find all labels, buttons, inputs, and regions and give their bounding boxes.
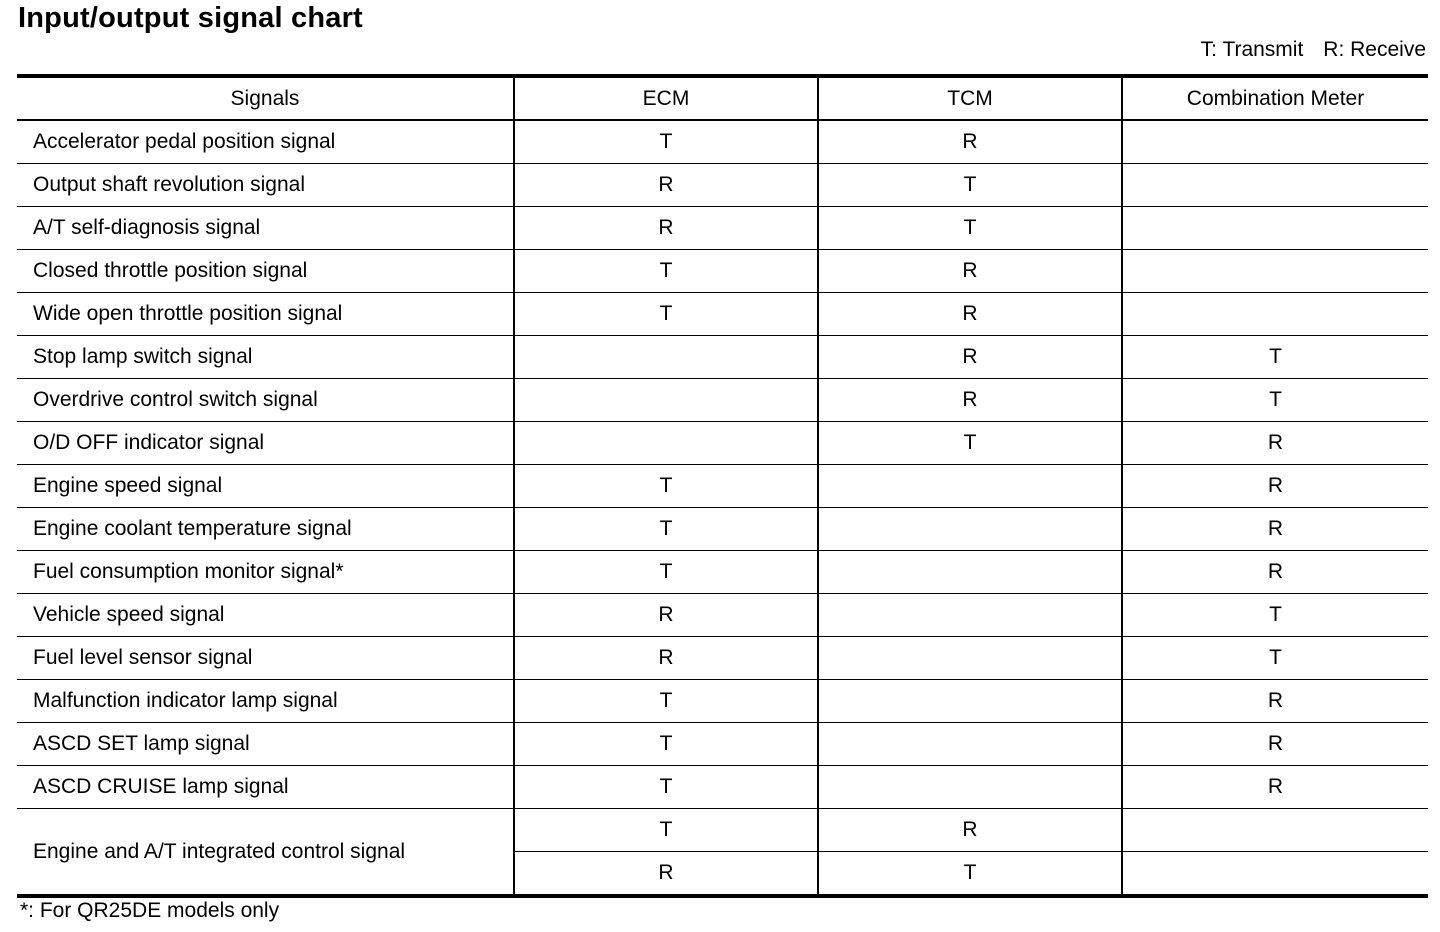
signal-name: Closed throttle position signal bbox=[17, 250, 514, 293]
ecm-cell bbox=[514, 336, 818, 379]
signal-name: Accelerator pedal position signal bbox=[17, 120, 514, 164]
signal-name: Engine speed signal bbox=[17, 465, 514, 508]
legend-transmit: T: Transmit bbox=[1200, 38, 1304, 61]
table-row bbox=[17, 680, 1428, 723]
signal-name: Stop lamp switch signal bbox=[17, 336, 514, 379]
combination-meter-cell: R bbox=[1122, 680, 1428, 723]
integrated-ecm-2: R bbox=[514, 852, 818, 897]
tcm-cell: R bbox=[818, 379, 1122, 422]
signal-name: O/D OFF indicator signal bbox=[17, 422, 514, 465]
header-ecm: ECM bbox=[514, 76, 818, 120]
tcm-cell: R bbox=[818, 250, 1122, 293]
ecm-cell: T bbox=[514, 723, 818, 766]
signal-name: A/T self-diagnosis signal bbox=[17, 207, 514, 250]
combination-meter-cell bbox=[1122, 120, 1428, 164]
tcm-cell: R bbox=[818, 293, 1122, 336]
tcm-cell bbox=[818, 680, 1122, 723]
integrated-meter-1 bbox=[1122, 809, 1428, 852]
legend-receive: R: Receive bbox=[1323, 38, 1426, 61]
tcm-cell bbox=[818, 594, 1122, 637]
signal-name: ASCD SET lamp signal bbox=[17, 723, 514, 766]
table-row bbox=[17, 379, 1428, 422]
integrated-tcm-1: R bbox=[818, 809, 1122, 852]
ecm-cell: T bbox=[514, 680, 818, 723]
ecm-cell: T bbox=[514, 766, 818, 809]
tcm-cell: T bbox=[818, 164, 1122, 207]
combination-meter-cell: T bbox=[1122, 637, 1428, 680]
combination-meter-cell: R bbox=[1122, 723, 1428, 766]
header-signals: Signals bbox=[17, 76, 514, 120]
tcm-cell: T bbox=[818, 207, 1122, 250]
tcm-cell: R bbox=[818, 120, 1122, 164]
combination-meter-cell: R bbox=[1122, 422, 1428, 465]
ecm-cell bbox=[514, 379, 818, 422]
ecm-cell: T bbox=[514, 551, 818, 594]
table-row bbox=[17, 250, 1428, 293]
ecm-cell bbox=[514, 422, 818, 465]
table-row bbox=[17, 164, 1428, 207]
signal-name: Malfunction indicator lamp signal bbox=[17, 680, 514, 723]
ecm-cell: T bbox=[514, 508, 818, 551]
signal-name: Overdrive control switch signal bbox=[17, 379, 514, 422]
table-row bbox=[17, 293, 1428, 336]
tcm-cell bbox=[818, 551, 1122, 594]
integrated-meter-2 bbox=[1122, 852, 1428, 897]
ecm-cell: T bbox=[514, 293, 818, 336]
combination-meter-cell bbox=[1122, 207, 1428, 250]
table-row bbox=[17, 594, 1428, 637]
ecm-cell: R bbox=[514, 207, 818, 250]
combination-meter-cell: R bbox=[1122, 766, 1428, 809]
tcm-cell bbox=[818, 766, 1122, 809]
ecm-cell: T bbox=[514, 120, 818, 164]
legend bbox=[1201, 38, 1426, 62]
table-row bbox=[17, 336, 1428, 379]
table-row bbox=[17, 766, 1428, 809]
signal-name: ASCD CRUISE lamp signal bbox=[17, 766, 514, 809]
ecm-cell: R bbox=[514, 637, 818, 680]
signal-table bbox=[17, 74, 1428, 898]
signal-name: Fuel consumption monitor signal* bbox=[17, 551, 514, 594]
page-title: Input/output signal chart bbox=[18, 2, 363, 34]
tcm-cell bbox=[818, 637, 1122, 680]
signal-name: Wide open throttle position signal bbox=[17, 293, 514, 336]
signal-name: Output shaft revolution signal bbox=[17, 164, 514, 207]
table-row bbox=[17, 637, 1428, 680]
combination-meter-cell: T bbox=[1122, 594, 1428, 637]
ecm-cell: T bbox=[514, 465, 818, 508]
header-combination-meter: Combination Meter bbox=[1122, 76, 1428, 120]
combination-meter-cell: R bbox=[1122, 508, 1428, 551]
signal-table-container bbox=[17, 74, 1428, 898]
tcm-cell: T bbox=[818, 422, 1122, 465]
integrated-signal-name: Engine and A/T integrated control signal bbox=[17, 809, 514, 897]
combination-meter-cell bbox=[1122, 293, 1428, 336]
combination-meter-cell: R bbox=[1122, 465, 1428, 508]
combination-meter-cell bbox=[1122, 164, 1428, 207]
tcm-cell: R bbox=[818, 336, 1122, 379]
table-row bbox=[17, 723, 1428, 766]
table-row bbox=[17, 207, 1428, 250]
signal-name: Fuel level sensor signal bbox=[17, 637, 514, 680]
footnote: *: For QR25DE models only bbox=[20, 899, 280, 922]
signal-name: Engine coolant temperature signal bbox=[17, 508, 514, 551]
integrated-tcm-2: T bbox=[818, 852, 1122, 897]
table-row-integrated-1 bbox=[17, 809, 1428, 852]
header-tcm: TCM bbox=[818, 76, 1122, 120]
table-row bbox=[17, 465, 1428, 508]
combination-meter-cell: T bbox=[1122, 336, 1428, 379]
table-row bbox=[17, 551, 1428, 594]
ecm-cell: R bbox=[514, 164, 818, 207]
table-row bbox=[17, 422, 1428, 465]
signal-name: Vehicle speed signal bbox=[17, 594, 514, 637]
ecm-cell: R bbox=[514, 594, 818, 637]
integrated-ecm-1: T bbox=[514, 809, 818, 852]
ecm-cell: T bbox=[514, 250, 818, 293]
table-row bbox=[17, 120, 1428, 164]
combination-meter-cell bbox=[1122, 250, 1428, 293]
tcm-cell bbox=[818, 723, 1122, 766]
table-header-row bbox=[17, 76, 1428, 120]
combination-meter-cell: T bbox=[1122, 379, 1428, 422]
tcm-cell bbox=[818, 508, 1122, 551]
tcm-cell bbox=[818, 465, 1122, 508]
table-body bbox=[17, 120, 1428, 896]
combination-meter-cell: R bbox=[1122, 551, 1428, 594]
table-row bbox=[17, 508, 1428, 551]
